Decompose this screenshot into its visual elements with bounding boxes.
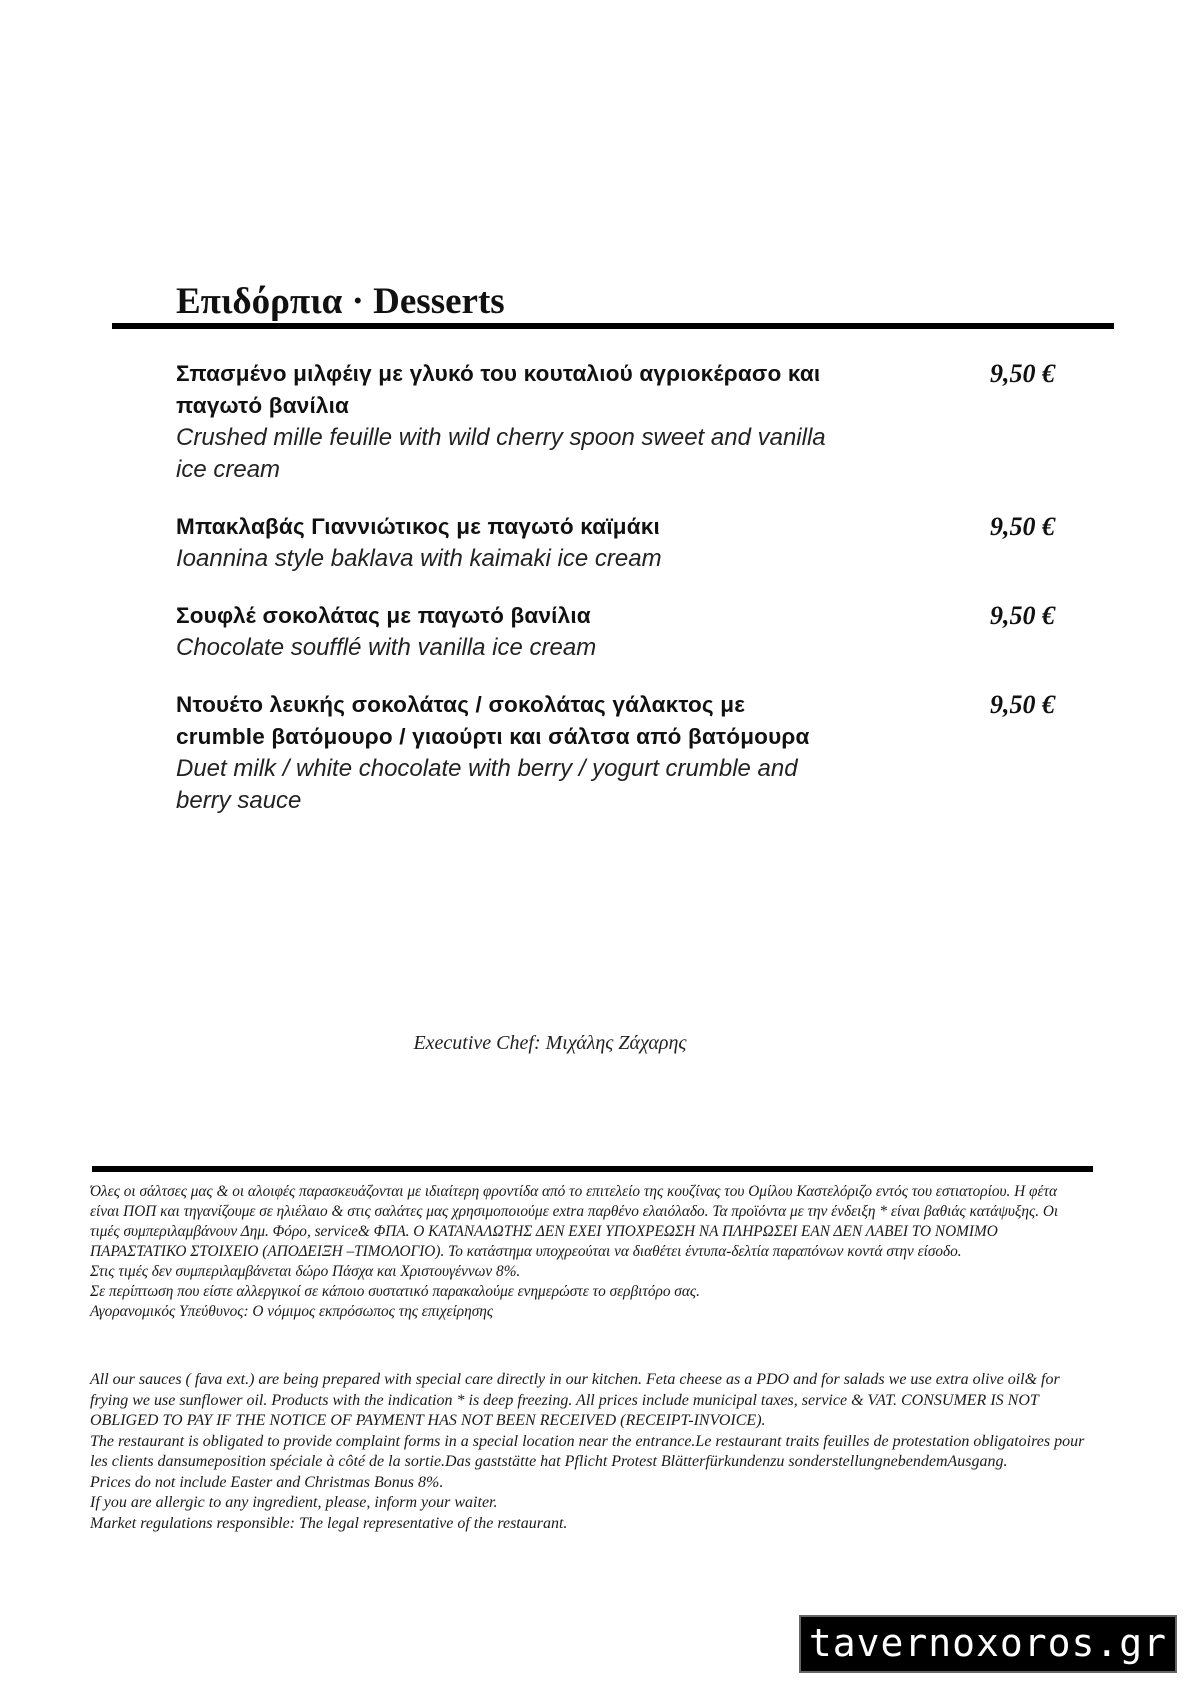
menu-item: [176, 689, 1076, 817]
item-name-greek: Σουφλέ σοκολάτας με παγωτό βανίλια: [176, 603, 591, 628]
footer-paragraph: If you are allergic to any ingredient, please, inform your waiter.: [90, 1494, 498, 1511]
site-watermark: tavernoxoros.gr: [799, 1615, 1177, 1673]
footer-paragraph: The restaurant is obligated to provide complaint forms in a special location near the entrance.Le restaurant traits feuilles de protestation obligatoires pour les clients dansumeposition spéciale à côté de la sortie.Das gaststätte hat Pflicht Protest Blätterfürkundenzu sonderstellungnebendemAusgang.: [90, 1432, 1085, 1470]
footer-paragraph: Όλες οι σάλτσες μας & οι αλοιφές παρασκευάζονται με ιδιαίτερη φροντίδα από το επιτελείο της κουζίνας του Ομίλου Καστελόριζο εντός του εστιατορίου. Η φέτα είναι ΠΟΠ και τηγανίζουμε σε ηλιέλαιο & στις σαλάτες μας χρησιμοποιούμε extra παρθένο ελαιόλαδο. Τα προϊόντα με την ένδειξη * είναι βαθιάς κατάψυξης. Οι τιμές συμπεριλαμβάνουν Δημ. Φόρο, service& ΦΠΑ. Ο ΚΑΤΑΝΑΛΩΤΗΣ ΔΕΝ ΕΧΕΙ ΥΠΟΧΡΕΩΣΗ ΝΑ ΠΛΗΡΩΣΕΙ ΕΑΝ ΔΕΝ ΛΑΒΕΙ ΤΟ ΝΟΜΙΜΟ ΠΑΡΑΣΤΑΤΙΚΟ ΣΤΟΙΧΕΙΟ (ΑΠΟΔΕΙΞΗ –ΤΙΜΟΛΟΓΙΟ). Το κατάστημα υποχρεούται να διαθέτει έντυπα-δελτία παραπόνων κοντά στην είσοδο.: [90, 1183, 1059, 1260]
dessert-list: [176, 358, 1076, 842]
footer-paragraph: Prices do not include Easter and Christmas Bonus 8%.: [90, 1473, 444, 1491]
footer-divider: [92, 1166, 1093, 1172]
item-name-greek: Σπασμένο μιλφέιγ με γλυκό του κουταλιού αγριοκέρασο και παγωτό βανίλια: [176, 361, 821, 418]
item-price: 9,50 €: [990, 690, 1055, 719]
item-name-greek: Ντουέτο λευκής σοκολάτας / σοκολάτας γάλακτος με crumble βατόμουρο / γιαούρτι και σάλτσα από βατόμουρα: [176, 692, 810, 749]
page-title: Επιδόρπια · Desserts: [176, 281, 505, 322]
menu-item: [176, 358, 1076, 486]
footer-notice-english: [90, 1370, 1100, 1534]
executive-chef-credit: Executive Chef: Μιχάλης Ζάχαρης: [413, 1032, 687, 1054]
item-price: 9,50 €: [990, 512, 1055, 541]
item-name-english: Ioannina style baklava with kaimaki ice cream: [176, 545, 662, 572]
item-price: 9,50 €: [990, 359, 1055, 388]
footer-paragraph: Σε περίπτωση που είστε αλλεργικοί σε κάποιο συστατικό παρακαλούμε ενημερώστε το σερβιτόρο σας.: [90, 1283, 700, 1300]
item-name-greek: Μπακλαβάς Γιαννιώτικος με παγωτό καϊμάκι: [176, 514, 660, 539]
menu-item: [176, 600, 1076, 664]
item-price: 9,50 €: [990, 601, 1055, 630]
title-divider: [112, 323, 1114, 329]
item-name-english: Chocolate soufflé with vanilla ice cream: [176, 634, 597, 661]
footer-paragraph: Στις τιμές δεν συμπεριλαμβάνεται δώρο Πάσχα και Χριστουγέννων 8%.: [90, 1263, 521, 1280]
footer-paragraph: Αγορανομικός Υπεύθυνος: Ο νόμιμος εκπρόσωπος της επιχείρησης: [90, 1303, 494, 1320]
footer-paragraph: All our sauces ( fava ext.) are being prepared with special care directly in our kitchen. Feta cheese as a PDO and for salads we use extra olive oil& for frying we use sunflower oil. Products with the indication * is deep freezing. All prices include municipal taxes, service & VAT. CONSUMER IS NOT OBLIGED TO PAY IF THE NOTICE OF PAYMENT HAS NOT BEEN RECEIVED (RECEIPT-INVOICE).: [90, 1371, 1060, 1429]
item-name-english: Crushed mille feuille with wild cherry spoon sweet and vanilla ice cream: [176, 424, 826, 483]
item-name-english: Duet milk / white chocolate with berry / yogurt crumble and berry sauce: [176, 755, 798, 814]
footer-notice-greek: [90, 1182, 1090, 1322]
footer-paragraph: Market regulations responsible: The legal representative of the restaurant.: [90, 1514, 568, 1532]
menu-item: [176, 511, 1076, 575]
